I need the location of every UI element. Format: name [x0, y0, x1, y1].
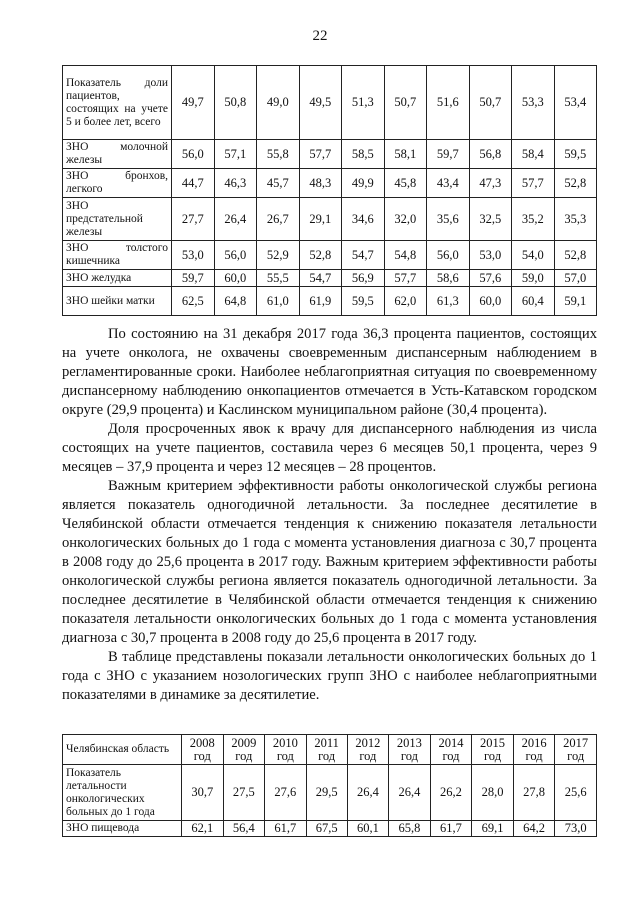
year: 2015	[480, 735, 506, 750]
year: 2013	[396, 735, 422, 750]
table-cell: 45,7	[257, 169, 300, 198]
table-row	[63, 241, 597, 270]
table-row	[63, 140, 597, 169]
table-row	[63, 169, 597, 198]
table-cell: 25,6	[555, 765, 597, 821]
row-label: ЗНО толстого кишечника	[63, 241, 172, 270]
table-cell: 64,2	[513, 821, 555, 837]
table-cell: 54,0	[512, 241, 555, 270]
table-cell: 52,8	[299, 241, 342, 270]
table-cell: 57,6	[469, 270, 512, 287]
table-cell: 54,7	[299, 270, 342, 287]
year: 2016	[521, 735, 547, 750]
table-cell: 61,3	[427, 287, 470, 316]
table-cell: 26,4	[389, 765, 431, 821]
table-cell: 56,0	[427, 241, 470, 270]
row-label: ЗНО предстательной железы	[63, 198, 172, 241]
row-label: Показатель летальности онкологических больных до 1 года	[63, 765, 182, 821]
table-cell: 49,9	[342, 169, 385, 198]
year-unit: год	[400, 748, 418, 763]
year: 2017	[563, 735, 589, 750]
table-cell: 61,9	[299, 287, 342, 316]
table-cell: 29,5	[306, 765, 347, 821]
table-cell: 29,1	[299, 198, 342, 241]
table-cell: 57,1	[214, 140, 257, 169]
table-cell: 56,8	[469, 140, 512, 169]
table-cell: 52,9	[257, 241, 300, 270]
table-cell: 27,6	[265, 765, 307, 821]
row-label: ЗНО желудка	[63, 270, 172, 287]
table-cell: 32,0	[384, 198, 427, 241]
table-cell: 62,1	[182, 821, 224, 837]
year-header	[182, 735, 224, 765]
year: 2011	[314, 735, 339, 750]
table-cell: 62,0	[384, 287, 427, 316]
table-cell: 26,4	[214, 198, 257, 241]
table-cell: 34,6	[342, 198, 385, 241]
table-cell: 59,5	[554, 140, 597, 169]
paragraph: Важным критерием эффективности работы онкологической службы региона является показатель одногодичной летальности. За последнее десятилетие в Челябинской области отмечается тенденция к снижению показателя летальности онкологических больных до 1 года с момента установления диагноза с 30,7 процента в 2008 году до 25,6 процента в 2017 году. Важным критерием эффективности работы онкологической службы региона является показатель одногодичной летальности. За последнее десятилетие в Челябинской области отмечается тенденция к снижению показателя летальности онкологических больных до 1 года с момента установления диагноза с 30,7 процента в 2008 году до 25,6 процента в 2017 году.	[62, 478, 597, 646]
year: 2012	[355, 735, 381, 750]
table-row	[63, 765, 597, 821]
table-row	[63, 66, 597, 140]
table-cell: 54,8	[384, 241, 427, 270]
table-cell: 73,0	[555, 821, 597, 837]
row-label: Показатель доли пациентов, состоящих на учете 5 и более лет, всего	[63, 66, 172, 140]
page-number: 22	[312, 28, 328, 44]
year-unit: год	[442, 748, 460, 763]
table-cell: 60,1	[347, 821, 389, 837]
year-unit: год	[483, 748, 502, 763]
table-cell: 26,2	[430, 765, 472, 821]
table-cell: 57,7	[384, 270, 427, 287]
table-cell: 53,0	[469, 241, 512, 270]
year-unit: год	[359, 748, 377, 763]
row-label: ЗНО пищевода	[63, 821, 182, 837]
table-cell: 26,4	[347, 765, 389, 821]
table-cell: 59,0	[512, 270, 555, 287]
table-cell: 47,3	[469, 169, 512, 198]
table-row	[63, 821, 597, 837]
table-cell: 69,1	[472, 821, 514, 837]
table-cell: 26,7	[257, 198, 300, 241]
table-cell: 49,0	[257, 66, 300, 140]
table-cell: 46,3	[214, 169, 257, 198]
year-unit: год	[193, 748, 211, 763]
table-cell: 32,5	[469, 198, 512, 241]
year-header	[555, 735, 597, 765]
table-cell: 28,0	[472, 765, 514, 821]
table-row	[63, 287, 597, 316]
year-header	[513, 735, 555, 765]
table-cell: 53,0	[172, 241, 215, 270]
table-cell: 50,8	[214, 66, 257, 140]
row-label: ЗНО молочной железы	[63, 140, 172, 169]
table-cell: 44,7	[172, 169, 215, 198]
table-cell: 61,7	[265, 821, 307, 837]
year-header	[347, 735, 389, 765]
table-cell: 67,5	[306, 821, 347, 837]
table-cell: 61,0	[257, 287, 300, 316]
table-cell: 59,1	[554, 287, 597, 316]
paragraph: Доля просроченных явок к врачу для диспансерного наблюдения из числа состоящих на учете пациентов, составила через 6 месяцев 50,1 процента, через 9 месяцев – 37,9 процента и через 12 месяцев – 28 процентов.	[62, 421, 597, 475]
table-cell: 53,4	[554, 66, 597, 140]
year-header	[389, 735, 431, 765]
table-cell: 55,8	[257, 140, 300, 169]
table-row	[63, 198, 597, 241]
table-cell: 64,8	[214, 287, 257, 316]
table-cell: 51,6	[427, 66, 470, 140]
table-row	[63, 270, 597, 287]
table-cell: 43,4	[427, 169, 470, 198]
year: 2009	[231, 735, 257, 750]
table-cell: 50,7	[469, 66, 512, 140]
year-unit: год	[567, 748, 585, 763]
table-cell: 48,3	[299, 169, 342, 198]
year: 2014	[438, 735, 464, 750]
year-header	[472, 735, 514, 765]
table-cell: 65,8	[389, 821, 431, 837]
table-cell: 27,5	[223, 765, 265, 821]
table-cell: 56,0	[172, 140, 215, 169]
year: 2010	[272, 735, 298, 750]
table-cell: 45,8	[384, 169, 427, 198]
table-cell: 35,6	[427, 198, 470, 241]
year-unit: год	[276, 748, 294, 763]
retention-table	[62, 65, 597, 316]
year: 2008	[189, 735, 215, 750]
year-header	[430, 735, 472, 765]
table-cell: 60,0	[469, 287, 512, 316]
table-cell: 59,7	[172, 270, 215, 287]
body-text	[62, 325, 597, 705]
table-cell: 50,7	[384, 66, 427, 140]
table-cell: 49,7	[172, 66, 215, 140]
table-cell: 35,2	[512, 198, 555, 241]
row-label: ЗНО бронхов, легкого	[63, 169, 172, 198]
table-cell: 62,5	[172, 287, 215, 316]
year-header	[223, 735, 265, 765]
table-cell: 57,7	[299, 140, 342, 169]
year-unit: год	[318, 748, 336, 763]
table-cell: 56,0	[214, 241, 257, 270]
table-cell: 60,0	[214, 270, 257, 287]
table-cell: 59,7	[427, 140, 470, 169]
table-cell: 49,5	[299, 66, 342, 140]
table-cell: 59,5	[342, 287, 385, 316]
table-cell: 58,1	[384, 140, 427, 169]
table-cell: 55,5	[257, 270, 300, 287]
table-cell: 35,3	[554, 198, 597, 241]
table-cell: 54,7	[342, 241, 385, 270]
header-label: Челябинская область	[63, 735, 182, 765]
table-cell: 27,7	[172, 198, 215, 241]
table-cell: 57,0	[554, 270, 597, 287]
row-label: ЗНО шейки матки	[63, 287, 172, 316]
table-header-row	[63, 735, 597, 765]
table-cell: 61,7	[430, 821, 472, 837]
table-cell: 58,6	[427, 270, 470, 287]
year-header	[306, 735, 347, 765]
paragraph: По состоянию на 31 декабря 2017 года 36,3 процента пациентов, состоящих на учете онколога, не охвачены своевременным диспансерным наблюдением в регламентированные сроки. Наиболее неблагоприятная ситуация по своевременному диспансерному наблюдению онкопациентов отмечается в Усть-Катавском городском округе (29,9 процента) и Каслинском муниципальном районе (30,4 процента).	[62, 326, 597, 418]
table-cell: 57,7	[512, 169, 555, 198]
table-cell: 52,8	[554, 241, 597, 270]
table-cell: 56,9	[342, 270, 385, 287]
table-cell: 58,5	[342, 140, 385, 169]
table-cell: 58,4	[512, 140, 555, 169]
table-cell: 30,7	[182, 765, 224, 821]
table-cell: 27,8	[513, 765, 555, 821]
table-cell: 60,4	[512, 287, 555, 316]
table-cell: 51,3	[342, 66, 385, 140]
year-unit: год	[525, 748, 543, 763]
paragraph: В таблице представлены показали летальности онкологических больных до 1 года с ЗНО с указанием нозологических групп ЗНО с наиболее неблагоприятными показателями в динамике за десятилетие.	[62, 649, 597, 703]
table-cell: 53,3	[512, 66, 555, 140]
mortality-table	[62, 734, 597, 837]
table-cell: 52,8	[554, 169, 597, 198]
year-unit: год	[235, 748, 253, 763]
table-cell: 56,4	[223, 821, 265, 837]
year-header	[265, 735, 307, 765]
